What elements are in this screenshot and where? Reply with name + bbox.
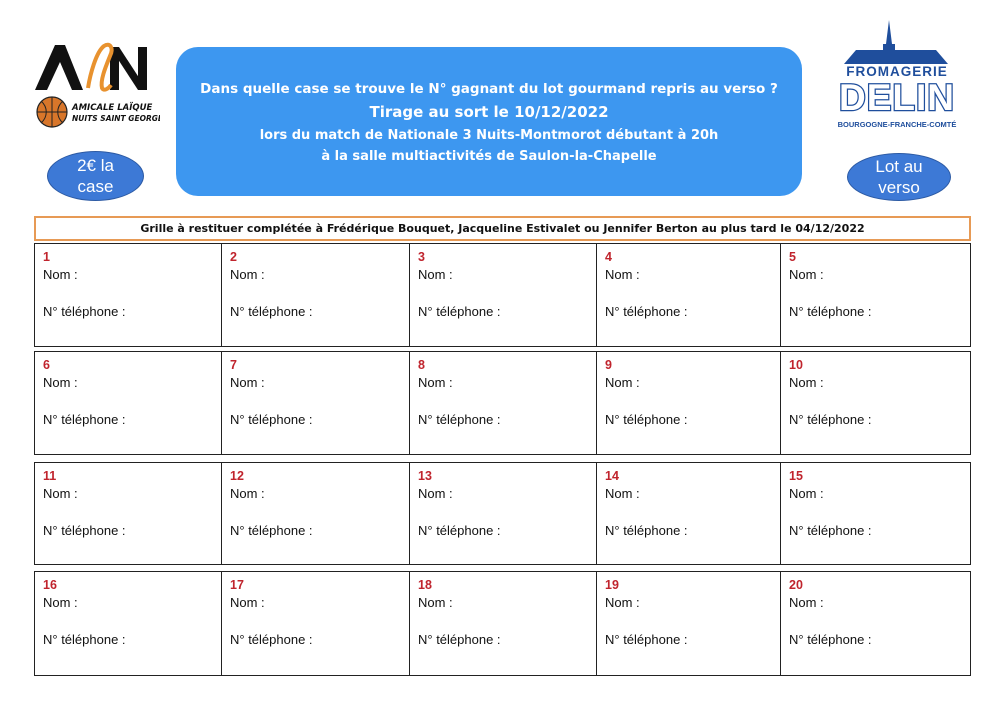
phone-label: N° téléphone : [43,304,126,319]
name-label: Nom : [418,595,453,610]
phone-label: N° téléphone : [789,632,872,647]
phone-label: N° téléphone : [605,632,688,647]
name-label: Nom : [43,267,78,282]
cell-number: 3 [418,250,425,264]
prize-line1: Lot au [875,157,923,176]
cell-number: 16 [43,578,57,592]
cell-number: 11 [43,469,57,483]
phone-label: N° téléphone : [418,523,501,538]
grid-cell[interactable] [221,351,410,455]
grid-cell[interactable] [409,462,597,565]
aln-line1: AMICALE LAÏQUE [72,103,153,113]
delin-line3: BOURGOGNE-FRANCHE-COMTÉ [837,120,957,129]
phone-label: N° téléphone : [230,304,313,319]
cell-number: 19 [605,578,619,592]
cell-number: 20 [789,578,803,592]
grid-cell[interactable] [221,243,410,347]
cell-number: 17 [230,578,244,592]
name-label: Nom : [605,375,640,390]
delin-line2: DELIN [839,77,955,118]
logo-aln [30,40,160,135]
phone-label: N° téléphone : [43,412,126,427]
grid-cell[interactable] [409,351,597,455]
phone-label: N° téléphone : [43,523,126,538]
phone-label: N° téléphone : [605,304,688,319]
grid-cell[interactable] [34,351,222,455]
phone-label: N° téléphone : [789,523,872,538]
cell-number: 10 [789,358,803,372]
grid-cell[interactable] [780,571,971,676]
cell-number: 1 [43,250,50,264]
grid-cell[interactable] [596,243,781,347]
grid-cell[interactable] [221,571,410,676]
phone-label: N° téléphone : [418,304,501,319]
grid-cell[interactable] [34,571,222,676]
name-label: Nom : [418,267,453,282]
cell-number: 13 [418,469,432,483]
phone-label: N° téléphone : [789,412,872,427]
name-label: Nom : [789,375,824,390]
cell-number: 7 [230,358,237,372]
cell-number: 14 [605,469,619,483]
cell-number: 9 [605,358,612,372]
aln-emblem-icon [30,40,160,135]
cell-number: 15 [789,469,803,483]
name-label: Nom : [230,375,265,390]
name-label: Nom : [789,595,824,610]
phone-label: N° téléphone : [230,523,313,538]
prize-badge [847,153,951,201]
aln-line2: NUITS SAINT GEORGES [72,114,160,123]
name-label: Nom : [43,375,78,390]
name-label: Nom : [43,595,78,610]
grid-cell[interactable] [596,571,781,676]
delin-line1: FROMAGERIE [846,64,948,79]
grid-cell[interactable] [34,243,222,347]
name-label: Nom : [43,486,78,501]
cell-number: 2 [230,250,237,264]
name-label: Nom : [418,375,453,390]
phone-label: N° téléphone : [43,632,126,647]
name-label: Nom : [605,267,640,282]
cell-number: 6 [43,358,50,372]
banner-match: lors du match de Nationale 3 Nuits-Montmorot débutant à 20h [259,128,719,143]
grid-cell[interactable] [780,243,971,347]
grid-cell[interactable] [780,462,971,565]
cell-number: 8 [418,358,425,372]
phone-label: N° téléphone : [789,304,872,319]
cell-number: 12 [230,469,244,483]
prize-line2: verso [878,178,920,197]
phone-label: N° téléphone : [605,523,688,538]
name-label: Nom : [230,486,265,501]
grid-cell[interactable] [780,351,971,455]
phone-label: N° téléphone : [605,412,688,427]
grid-cell[interactable] [221,462,410,565]
return-notice: Grille à restituer complétée à Frédérique Bouquet, Jacqueline Estivalet ou Jennifer Berton au plus tard le 04/12/2022 [34,216,971,241]
name-label: Nom : [789,267,824,282]
name-label: Nom : [605,595,640,610]
price-badge [47,151,144,201]
grid-cell[interactable] [596,462,781,565]
name-label: Nom : [605,486,640,501]
banner-question: Dans quelle case se trouve le N° gagnant du lot gourmand repris au verso ? [200,81,778,97]
delin-emblem-icon [826,20,968,135]
grid-cell[interactable] [409,571,597,676]
price-line1: 2€ la [77,156,114,175]
grid-cell[interactable] [409,243,597,347]
cell-number: 18 [418,578,432,592]
grid-cell[interactable] [34,462,222,565]
phone-label: N° téléphone : [230,632,313,647]
cell-number: 5 [789,250,796,264]
name-label: Nom : [230,267,265,282]
phone-label: N° téléphone : [418,632,501,647]
price-line2: case [77,177,114,196]
phone-label: N° téléphone : [230,412,313,427]
banner-venue: à la salle multiactivités de Saulon-la-Chapelle [321,149,657,164]
logo-fromagerie-delin [826,20,968,135]
name-label: Nom : [789,486,824,501]
info-banner [176,47,802,196]
grid-cell[interactable] [596,351,781,455]
cell-number: 4 [605,250,612,264]
name-label: Nom : [230,595,265,610]
banner-draw-date: Tirage au sort le 10/12/2022 [369,103,609,121]
phone-label: N° téléphone : [418,412,501,427]
name-label: Nom : [418,486,453,501]
